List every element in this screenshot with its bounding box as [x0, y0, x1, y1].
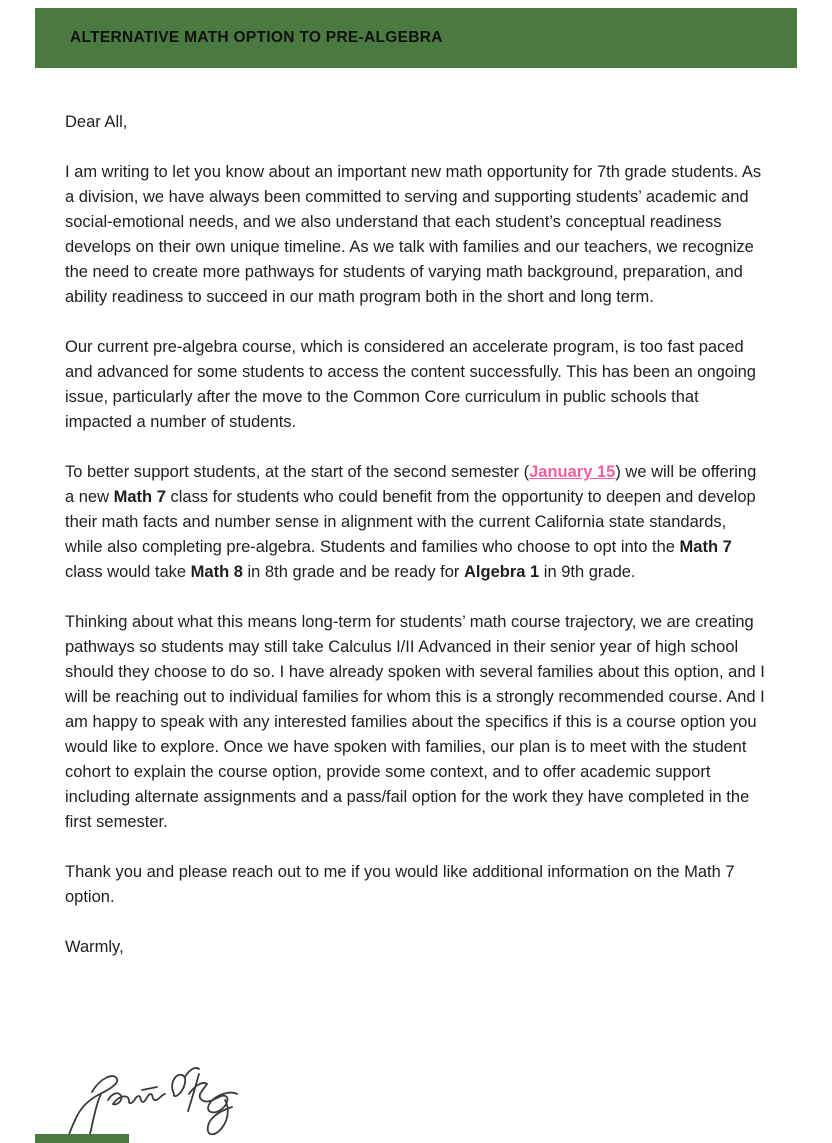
bold-text: Algebra 1 — [464, 563, 540, 581]
letter-paragraphs — [65, 160, 767, 910]
text-run: class would take — [65, 563, 191, 581]
signature-image — [56, 1052, 251, 1143]
text-run: ) we will be offering a new — [65, 463, 757, 506]
text-run: Our current pre-algebra course, which is considered an accelerate program, is too fast paced and advanced for some students to access the content successfully. This has been an ongoing issue, particularly after the move to the Common Core curriculum in public schools that impacted a number of students. — [65, 338, 756, 431]
paragraph — [65, 460, 767, 585]
text-run: class for students who could benefit from the opportunity to deepen and develop their math facts and number sense in alignment with the current California state standards, while also completing pre-algebra. Students and families who choose to opt into the — [65, 488, 756, 556]
section-banner — [35, 8, 797, 68]
text-run: in 8th grade and be ready for — [242, 563, 464, 581]
closing: Warmly, — [65, 938, 124, 956]
paragraph — [65, 860, 767, 910]
letter-body — [65, 110, 767, 985]
next-section-banner-cutoff — [35, 1134, 129, 1143]
paragraph — [65, 610, 767, 835]
paragraph — [65, 160, 767, 310]
bold-text: Math 8 — [190, 563, 243, 581]
signature-handwriting — [56, 1052, 251, 1143]
text-run: Thinking about what this means long-term for students’ math course trajectory, we are creating pathways so students may still take Calculus I/II Advanced in their senior year of high school should they choose to do so. I have already spoken with several families about this option, and I will be reaching out to individual families for whom this is a strongly recommended course. And I am happy to speak with any interested families about the specifics if this is a course option you would like to explore. Once we have spoken with families, our plan is to meet with the student cohort to explain the course option, provide some context, and to offer academic support including alternate assignments and a pass/fail option for the work they have completed in the first semester. — [65, 613, 765, 831]
salutation: Dear All, — [65, 113, 128, 131]
text-run: To better support students, at the start of the second semester ( — [65, 463, 530, 481]
text-run: Thank you and please reach out to me if you would like additional information on the Math 7 option. — [65, 863, 735, 906]
bold-text: Math 7 — [113, 488, 166, 506]
text-run: in 9th grade. — [539, 563, 636, 581]
text-run: I am writing to let you know about an important new math opportunity for 7th grade students. As a division, we have always been committed to serving and supporting students’ academic and social-emotional needs, and we also understand that each student’s conceptual readiness develops on their own unique timeline. As we talk with families and our teachers, we recognize the need to create more pathways for students of varying math background, preparation, and ability readiness to succeed in our math program both in the short and long term. — [65, 163, 762, 306]
bold-text: Math 7 — [679, 538, 732, 556]
paragraph — [65, 335, 767, 435]
section-banner-title: ALTERNATIVE MATH OPTION TO PRE-ALGEBRA — [70, 29, 443, 46]
january-15-link[interactable]: January 15 — [529, 463, 616, 481]
